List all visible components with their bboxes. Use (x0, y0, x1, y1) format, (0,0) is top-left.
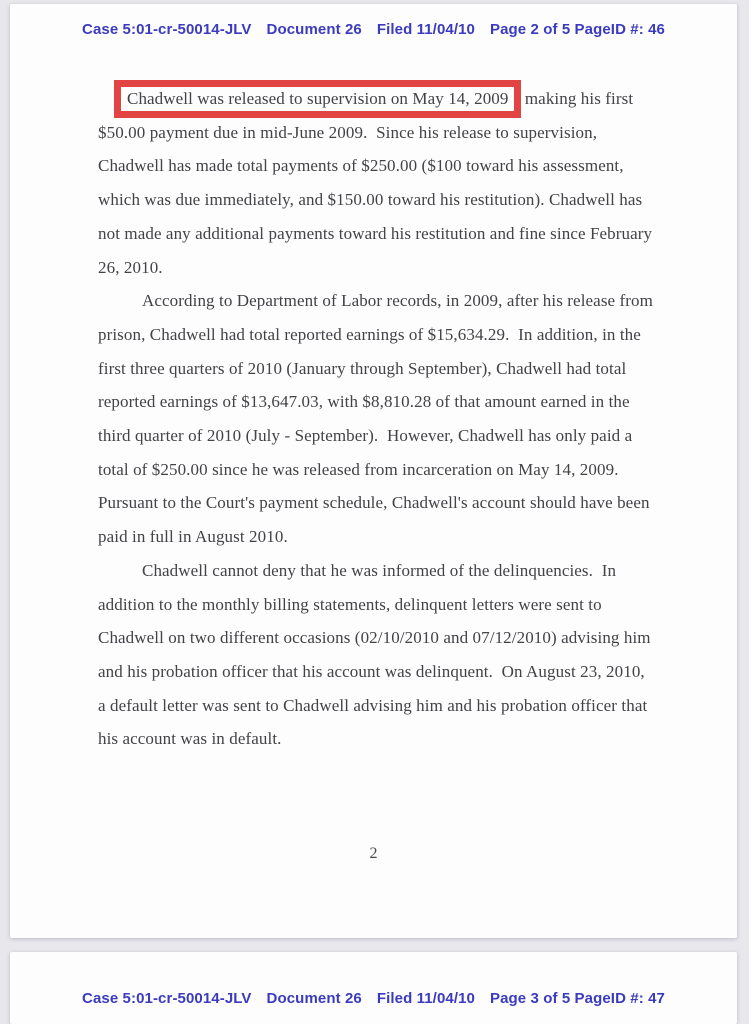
case-number: Case 5:01-cr-50014-JLV (82, 990, 252, 1007)
page-number: 2 (369, 845, 378, 862)
paragraph-3: Chadwell cannot deny that he was informed of the delinquencies. In addition to the monthly billing statements, delinquent letters were sent to Chadwell on two different occasions (02/10/2010 and 07/12/2010) advising him and his probation officer that his account was delinquent. On August 23, 2010, a default letter was sent to Chadwell advising him and his probation officer that his account was in default. (98, 560, 655, 749)
document-number: Document 26 (266, 21, 362, 38)
paragraph-1-text: making his first $50.00 payment due in mid-June 2009. Since his release to supervision, Chadwell has made total payments of $250.00 ($100 toward his assessment, which was due immediately, and $150.00 toward his restitution). Chadwell has not made any additional payments toward his restitution and fine since February 26, 2010. (98, 89, 657, 277)
document-number: Document 26 (266, 990, 362, 1007)
filed-date: Filed 11/04/10 (376, 21, 475, 38)
highlighted-text: Chadwell was released to supervision on May 14, 2009 (127, 89, 509, 108)
document-body (98, 82, 658, 756)
document-page-3 (10, 952, 737, 1024)
paragraph-2: According to Department of Labor records, in 2009, after his release from prison, Chadwell had total reported earnings of $15,634.29. In addition, in the first three quarters of 2010 (January through September), Chadwell had total reported earnings of $13,647.03, with $8,810.28 of that amount earned in the third quarter of 2010 (July - September). However, Chadwell has only paid a total of $250.00 since he was released from incarceration on May 14, 2009. Pursuant to the Court's payment schedule, Chadwell's account should have been paid in full in August 2010. (98, 291, 658, 547)
filed-date: Filed 11/04/10 (376, 990, 475, 1007)
court-stamp-header-page-3 (10, 952, 737, 1007)
red-highlight-box (114, 80, 521, 118)
page-id: Page 3 of 5 PageID #: 47 (489, 990, 665, 1007)
case-number: Case 5:01-cr-50014-JLV (82, 21, 252, 38)
paragraph-1 (98, 82, 657, 284)
page-id: Page 2 of 5 PageID #: 46 (489, 21, 665, 38)
document-page-2 (10, 4, 737, 938)
court-stamp-header (10, 4, 737, 38)
